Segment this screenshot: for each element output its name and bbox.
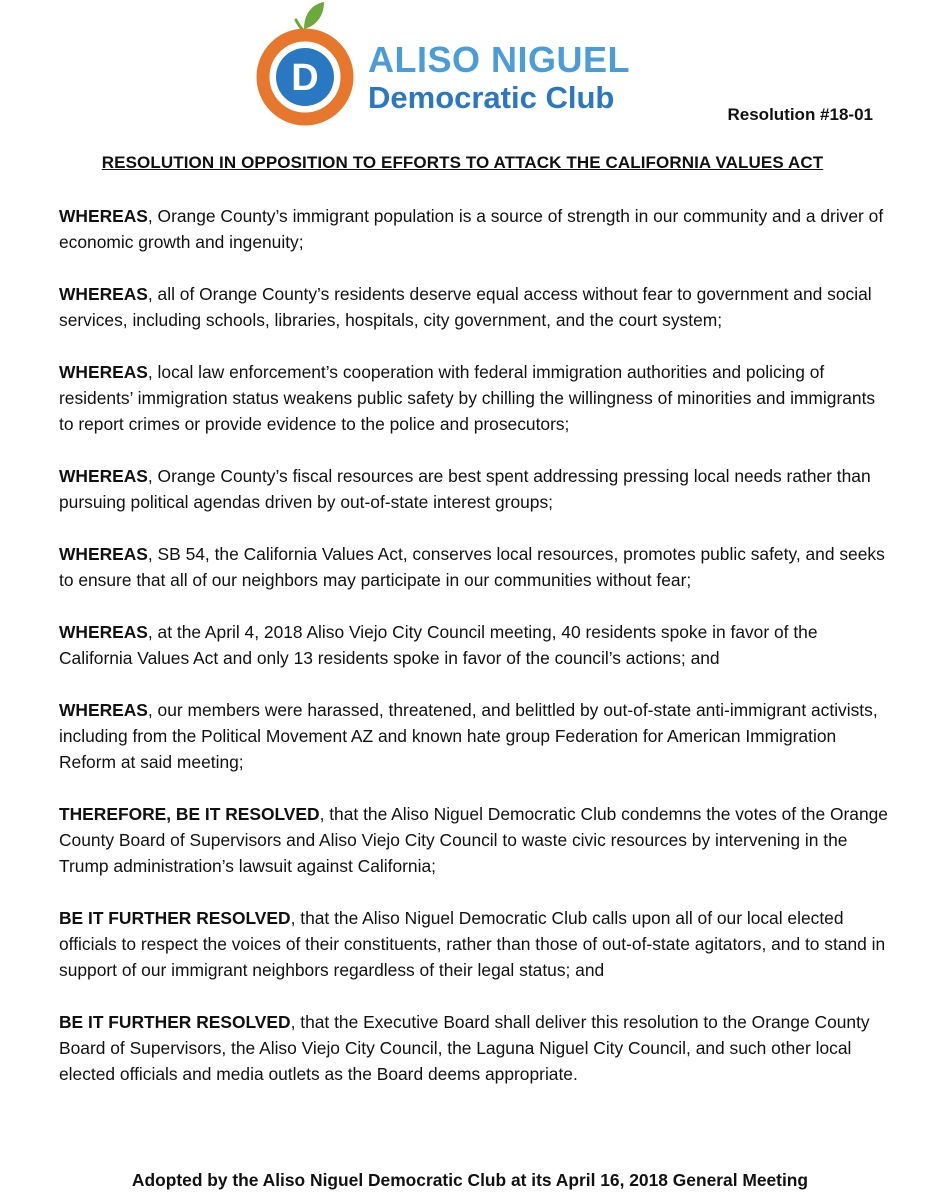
resolution-clause <box>59 619 889 671</box>
resolution-clause <box>59 1009 889 1087</box>
clause-lead: THEREFORE, BE IT RESOLVED <box>59 804 320 824</box>
clause-text: , SB 54, the California Values Act, conserves local resources, promotes public safety, and seeks to ensure that all of our neighbors may participate in our communities without fear; <box>59 544 885 590</box>
clause-lead: WHEREAS <box>59 544 148 564</box>
clause-lead: WHEREAS <box>59 284 148 304</box>
club-wordmark <box>368 39 631 115</box>
resolution-clause <box>59 463 889 515</box>
logo-leaf-icon <box>304 2 324 29</box>
resolution-clause <box>59 697 889 775</box>
clause-text: , Orange County’s immigrant population is a source of strength in our community and a driver of economic growth and ingenuity; <box>59 206 884 252</box>
clause-text: , Orange County’s fiscal resources are best spent addressing pressing local needs rather than pursuing political agendas driven by out-of-state interest groups; <box>59 466 871 512</box>
resolution-clause <box>59 359 889 437</box>
resolution-title: RESOLUTION IN OPPOSITION TO EFFORTS TO ATTACK THE CALIFORNIA VALUES ACT <box>101 153 824 172</box>
club-name-line1: ALISO NIGUEL <box>368 39 631 80</box>
club-name-line2: Democratic Club <box>368 80 615 115</box>
clause-text: , that the Executive Board shall deliver this resolution to the Orange County Board of Supervisors, the Aliso Viejo City Council, the Laguna Niguel City Council, and such other local elected officials and media outlets as the Board deems appropriate. <box>59 1012 870 1084</box>
adoption-note: Adopted by the Aliso Niguel Democratic Club at its April 16, 2018 General Meeting <box>131 1170 809 1190</box>
clause-text: , local law enforcement’s cooperation with federal immigration authorities and policing of residents’ immigration status weakens public safety by chilling the willingness of minorities and immigrants to report crimes or provide evidence to the police and prosecutors; <box>59 362 876 434</box>
logo-stem <box>296 20 303 30</box>
clause-lead: WHEREAS <box>59 206 148 226</box>
clause-lead: WHEREAS <box>59 466 148 486</box>
logo-letter: D <box>291 57 319 99</box>
resolution-clause <box>59 905 889 983</box>
clause-text: , that the Aliso Niguel Democratic Club calls upon all of our local elected officials to respect the voices of their constituents, rather than those of out-of-state agitators, and to stand in support of our immigrant neighbors regardless of their legal status; and <box>59 908 886 980</box>
document-header <box>0 0 925 140</box>
clause-text: , all of Orange County’s residents deserve equal access without fear to government and social services, including schools, libraries, hospitals, city government, and the court system; <box>59 284 872 330</box>
resolution-clause <box>59 281 889 333</box>
resolution-body <box>59 203 889 1113</box>
clause-lead: WHEREAS <box>59 362 148 382</box>
resolution-clause <box>59 541 889 593</box>
resolution-clause <box>59 801 889 879</box>
clause-text: , our members were harassed, threatened, and belittled by out-of-state anti-immigrant activists, including from the Political Movement AZ and known hate group Federation for American Immigration Reform at said meeting; <box>59 700 878 772</box>
club-logo-icon <box>254 0 360 128</box>
resolution-number: Resolution #18-01 <box>727 105 873 124</box>
clause-lead: BE IT FURTHER RESOLVED <box>59 1012 291 1032</box>
clause-lead: WHEREAS <box>59 700 148 720</box>
clause-lead: WHEREAS <box>59 622 148 642</box>
clause-text: , at the April 4, 2018 Aliso Viejo City Council meeting, 40 residents spoke in favor of the California Values Act and only 13 residents spoke in favor of the council’s actions; and <box>59 622 818 668</box>
resolution-clause <box>59 203 889 255</box>
clause-lead: BE IT FURTHER RESOLVED <box>59 908 291 928</box>
clause-text: , that the Aliso Niguel Democratic Club condemns the votes of the Orange County Board of Supervisors and Aliso Viejo City Council to waste civic resources by intervening in the Trump administration’s lawsuit against California; <box>59 804 888 876</box>
